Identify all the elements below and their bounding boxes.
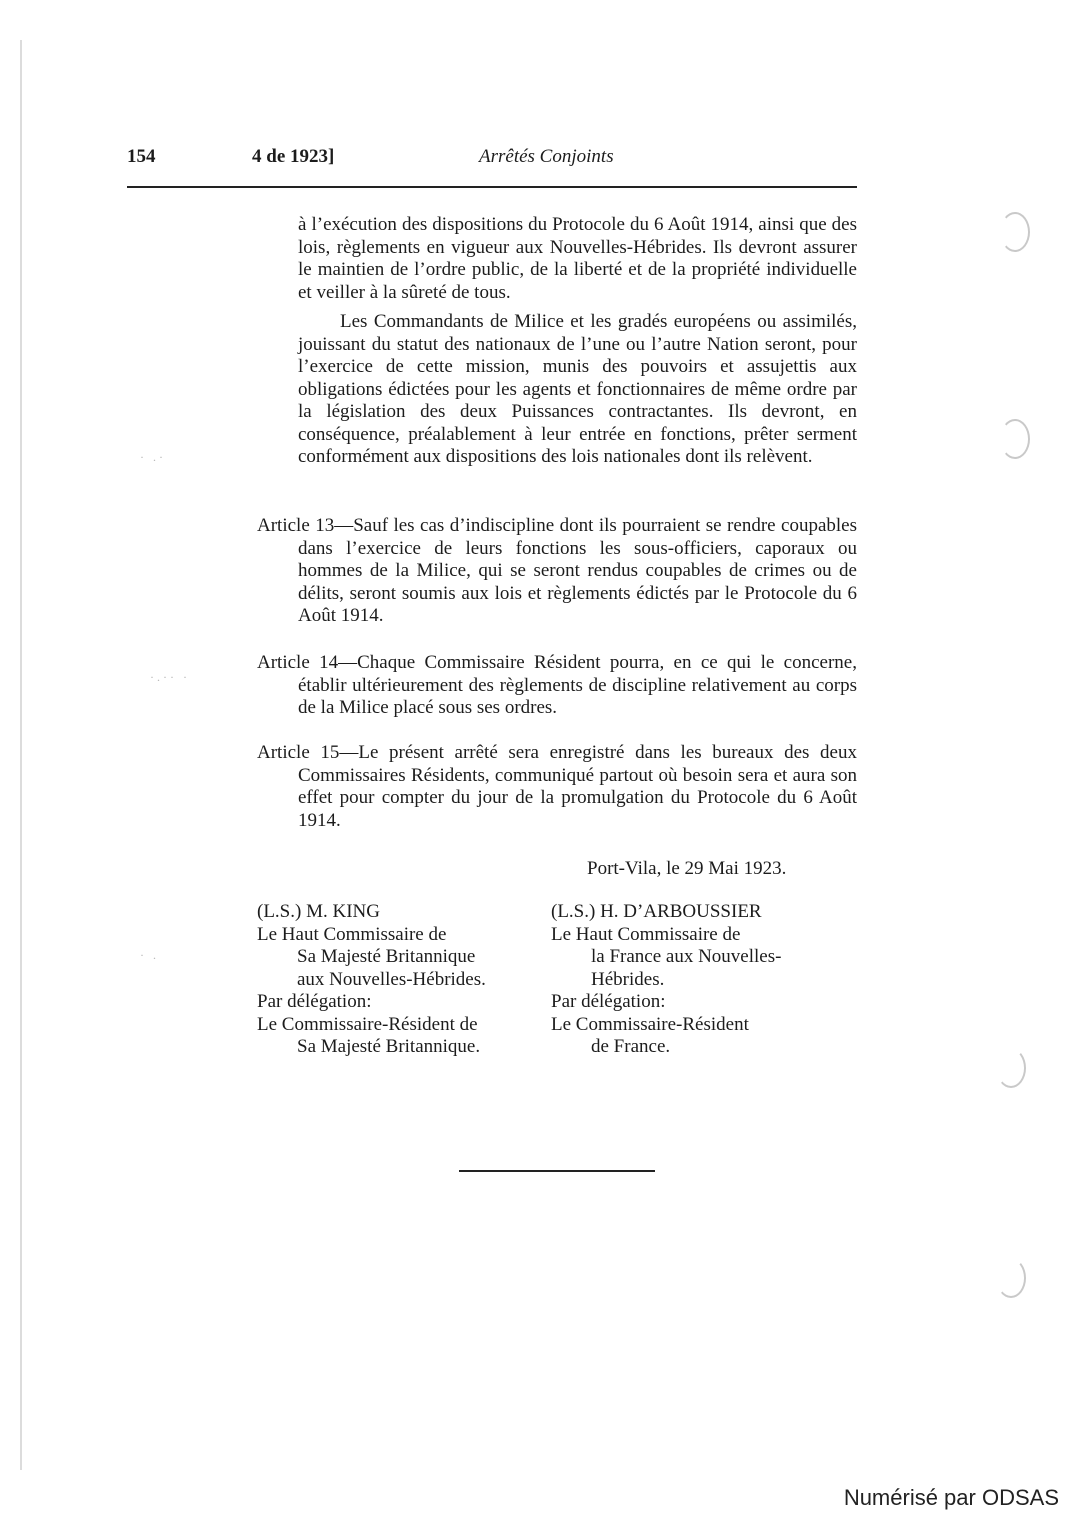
delegate-title: Le Commissaire-Résident de <box>257 1013 478 1035</box>
page-edge-shadow <box>20 40 22 1470</box>
closing-rule <box>459 1170 655 1172</box>
signature-block-right <box>551 901 851 1059</box>
place-and-date: Port-Vila, le 29 Mai 1923. <box>587 858 787 879</box>
page-number: 154 <box>127 146 156 167</box>
punch-hole-mark <box>1000 419 1030 459</box>
paragraph-commandants: Les Commandants de Milice et les gradés européens ou assimilés, jouissant du statut des nationaux de l’une ou l’autre Nation seront, pour l’exercice de cette mission, munis des pouvoirs et assujettis aux obligations édictées pour les agents et fonctionnaires de même ordre par la législation des deux Puissances contractantes. Ils devront, en conséquence, préalablement à leur entrée en fonctions, prêter serment conformément aux dispositions des lois nationales dont ils relèvent. <box>298 311 857 467</box>
signatory-title: Sa Majesté Britannique <box>297 946 476 967</box>
article-14: Article 14—Chaque Commissaire Résident pourra, en ce qui le concerne, établir ultérieurement des règlements de discipline relativement au corps de la Milice placé sous ses ordres. <box>257 652 857 718</box>
punch-hole-mark <box>996 1048 1026 1088</box>
signatory-title: Le Haut Commissaire de <box>257 923 447 945</box>
signatory-title: aux Nouvelles-Hébrides. <box>297 968 486 990</box>
punch-hole-mark <box>996 1258 1026 1298</box>
delegate-title: Le Commissaire-Résident <box>551 1013 749 1035</box>
article-15: Article 15—Le présent arrêté sera enregistré dans les bureaux des deux Commissaires Résidents, communiqué partout où besoin sera et aura son effet pour compter du jour de la promulgation du Protocole du 6 Août 1914. <box>257 742 857 831</box>
page-header <box>127 146 857 186</box>
year-reference: 4 de 1923] <box>252 146 335 167</box>
scan-speckle: · . <box>140 948 159 962</box>
scan-speckle: ·.·· · <box>150 670 190 684</box>
signature-block-left <box>257 901 537 1059</box>
header-rule <box>127 186 857 188</box>
digitization-watermark: Numérisé par ODSAS <box>843 1485 1059 1510</box>
paragraph-continuation: à l’exécution des dispositions du Protocole du 6 Août 1914, ainsi que des lois, règlements en vigueur aux Nouvelles-Hébrides. Ils devront assurer le maintien de l’ordre public, de la liberté et de la propriété individuelle et veiller à la sûreté de tous. <box>298 214 857 303</box>
delegate-title: Sa Majesté Britannique. <box>297 1036 481 1057</box>
running-title: Arrêtés Conjoints <box>479 146 614 167</box>
punch-hole-mark <box>1000 212 1030 252</box>
delegation-label: Par délégation: <box>257 991 372 1012</box>
article-13: Article 13—Sauf les cas d’indiscipline dont ils pourraient se rendre coupables dans l’exercice de leurs fonctions les sous-officiers, caporaux ou hommes de la Milice, qui se seront rendus coupables de crimes ou de délits, seront soumis aux lois et règlements édictés par le Protocole du 6 Août 1914. <box>257 515 857 626</box>
signatory-title: la France aux Nouvelles- <box>591 946 782 967</box>
signatory-name: (L.S.) H. D’ARBOUSSIER <box>551 901 762 922</box>
signatory-title: Le Haut Commissaire de <box>551 923 741 945</box>
signatory-name: (L.S.) M. KING <box>257 901 380 922</box>
delegation-label: Par délégation: <box>551 991 666 1012</box>
signatory-title: Hébrides. <box>591 968 665 990</box>
scan-speckle: · .· <box>140 450 166 464</box>
delegate-title: de France. <box>591 1036 671 1057</box>
